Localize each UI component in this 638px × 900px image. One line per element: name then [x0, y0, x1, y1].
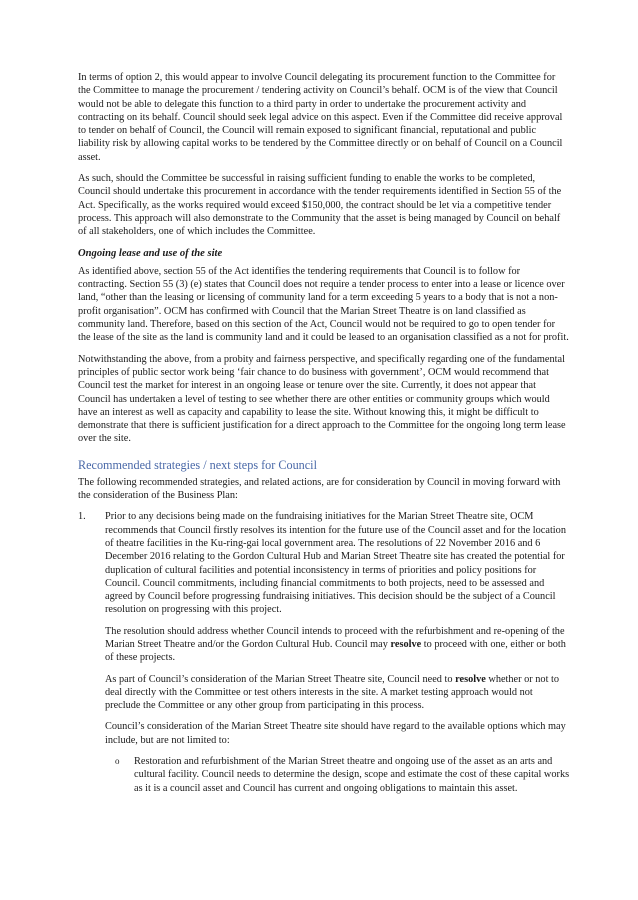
document-body: [78, 71, 570, 803]
bold-text: resolve: [455, 673, 486, 685]
section-title-recommended-strategies: Recommended strategies / next steps for Council: [78, 457, 317, 472]
paragraph-strategies-intro: The following recommended strategies, and related actions, are for consideration by Council in moving forward with the consideration of the Business Plan:: [78, 476, 561, 502]
text-segment: to proceed with one, either or both of these projects.: [105, 638, 566, 664]
list-number: 1.: [78, 511, 86, 523]
text-segment: The resolution should address whether Council intends to proceed with the refurbishment and re-opening of the Marian Street Theatre and/or the Gordon Cultural Hub. Council may: [105, 625, 565, 650]
item-1-paragraph-1: Prior to any decisions being made on the fundraising initiatives for the Marian Street Theatre site, OCM recommends that Council firstly resolves its intention for the future use of the Council asset and for the location of theatre facilities in the Ku-ring-gai local government area. The resolutions of 22 November 2016 and 6 December 2016 relating to the Gordon Cultural Hub and Marian Street Theatre site has created the potential for duplication of cultural facilities and potential inconsistency in terms of priorities and policy positions for Council. Council commitments, including financial commitments to both projects, need to be assessed and agreed by Council before progressing fundraising initiatives. This decision should be the subject of a Council resolution on progressing with this project.: [105, 511, 566, 616]
sub-list-item-1: [105, 755, 570, 795]
item-1-paragraph-3: [105, 673, 570, 713]
paragraph-section-55: As identified above, section 55 of the Act identifies the tendering requirements that Council is to follow for contracting. Section 55 (3) (e) states that Council does not require a tender process to enter into a lease or licence over land, “other than the leasing or licensing of community land for a term exceeding 5 years to a body that is not a non-profit organisation”. OCM has confirmed with Council that the Marian Street Theatre is on land classified as community land. Therefore, based on this section of the Act, Council would not be required to go to open tender for the lease of the site as the land is community land and it could be leased to an organisation classified as a not for profit.: [78, 265, 569, 344]
paragraph-probity: Notwithstanding the above, from a probity and fairness perspective, and specifically regarding one of the fundamental principles of public sector work being ‘fair chance to do business with government’, OCM would recommend that Council test the market for interest in an ongoing lease or tenure over the site. Currently, it does not appear that Council has undertaken a level of testing to see whether there are other entities or community groups which would have an interest as well as capacity and capability to lease the site. Without knowing this, it might be difficult to demonstrate that there is sufficient justification for a direct approach to the Committee for the ongoing long term lease over the site.: [78, 353, 566, 445]
sub-item-1-text: Restoration and refurbishment of the Marian Street theatre and ongoing use of the asset as an arts and cultural facility. Council needs to determine the design, scope and estimate the cost of these capital works as it is a council asset and Council has current and ongoing obligations to maintain this asset.: [134, 756, 570, 794]
bold-text: resolve: [390, 638, 422, 650]
paragraph-procurement: As such, should the Committee be successful in raising sufficient funding to enable the works to be completed, Council should undertake this procurement in accordance with the tender requirements identified in Section 55 of the Act. Specifically, as the works required would exceed $150,000, the contract should be let via a competitive tender process. This approach will also demonstrate to the Community that the asset is being managed by Council on behalf of all stakeholders, one of which includes the Committee.: [78, 173, 562, 238]
item-1-paragraph-2: [105, 625, 570, 665]
item-1-paragraph-4: Council’s consideration of the Marian Street Theatre site should have regard to the available options which may include, but are not limited to:: [105, 721, 566, 746]
text-segment: As part of Council’s consideration of the Marian Street Theatre site, Council need to: [105, 673, 456, 685]
text-segment: whether or not to deal directly with the Committee or test others interests in the site. A market testing approach would not preclude the Committee or any other group from participating in this process.: [105, 673, 560, 712]
paragraph-option-2: In terms of option 2, this would appear to involve Council delegating its procurement function to the Committee for the Committee to manage the procurement / tendering activity on Council’s behalf. OCM is of the view that Council would not be able to delegate this function to a third party in order to undertake the procurement activity and contracting on its behalf. Council should seek legal advice on this aspect. Even if the Committee did receive approval to tender on behalf of Council, the Council will remain exposed to significant financial, reputational and public liability risk by allowing capital works to be tendered by the Committee directly or on behalf of Council on a Council asset.: [78, 72, 563, 163]
circle-bullet-icon: o: [115, 756, 120, 767]
numbered-list-item-1: [78, 510, 570, 795]
subheading-ongoing-lease: Ongoing lease and use of the site: [78, 247, 223, 259]
